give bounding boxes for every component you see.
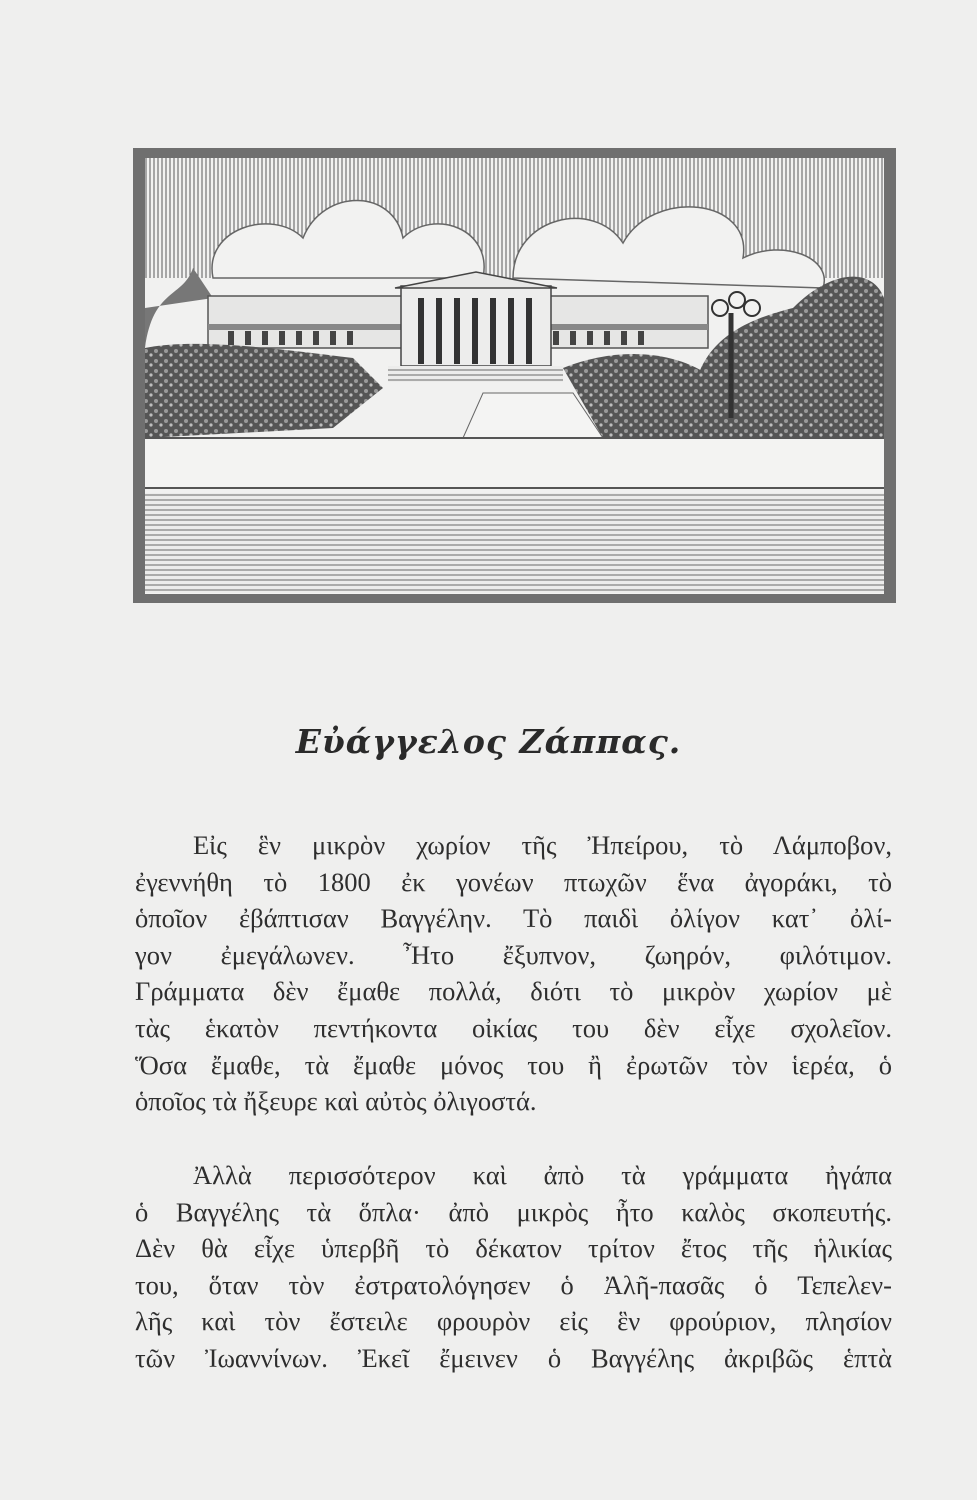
text-line: ὁποῖος τὰ ἤξευρε καὶ αὐτὸς ὀλιγοστά. (135, 1086, 537, 1117)
zappeion-engraving (133, 148, 896, 603)
text-line: Ὅσα ἔμαθε, τὰ ἔμαθε μόνος του ἢ ἐρωτῶν τὸν ἱερέα, ὁ (135, 1049, 892, 1080)
text-line: Δὲν θὰ εἶχε ὑπερβῆ τὸ δέκατον τρίτον ἔτος τῆς ἡλικίας (135, 1233, 892, 1264)
text-line: ὁποῖον ἐβάπτισαν Βαγγέλην. Τὸ παιδὶ ὀλίγον κατ᾽ ὀλί- (135, 903, 892, 934)
text-line: τῶν Ἰωαννίνων. Ἐκεῖ ἔμεινεν ὁ Βαγγέλης ἀκριβῶς ἑπτὰ (135, 1342, 892, 1373)
text-line: ὁ Βαγγέλης τὰ ὅπλα· ἀπὸ μικρὸς ἦτο καλὸς σκοπευτής. (135, 1196, 892, 1227)
text-line: Ἀλλὰ περισσότερον καὶ ἀπὸ τὰ γράμματα ἠγάπα (193, 1160, 892, 1190)
text-line: γον ἐμεγάλωνεν. Ἦτο ἔξυπνον, ζωηρόν, φιλότιμον. (135, 939, 892, 970)
paragraph (135, 1157, 892, 1377)
text-line: ἐγεννήθη τὸ 1800 ἐκ γονέων πτωχῶν ἕνα ἀγοράκι, τὸ (135, 866, 892, 897)
text-line: τὰς ἑκατὸν πεντήκοντα οἰκίας του δὲν εἶχε σχολεῖον. (135, 1012, 892, 1043)
text-line: Εἰς ἓν μικρὸν χωρίον τῆς Ἠπείρου, τὸ Λάμποβον, (193, 830, 892, 860)
text-line: του, ὅταν τὸν ἐστρατολόγησεν ὁ Ἀλῆ-πασᾶς ὁ Τεπελεν- (135, 1269, 892, 1300)
chapter-title: Εὐάγγελος Ζάππας. (295, 722, 682, 761)
paragraph (135, 827, 892, 1120)
text-line: λῆς καὶ τὸν ἔστειλε φρουρὸν εἰς ἓν φρούριον, πλησίον (135, 1306, 892, 1337)
text-line: Γράμματα δὲν ἔμαθε πολλά, διότι τὸ μικρὸν χωρίον μὲ (135, 976, 892, 1007)
